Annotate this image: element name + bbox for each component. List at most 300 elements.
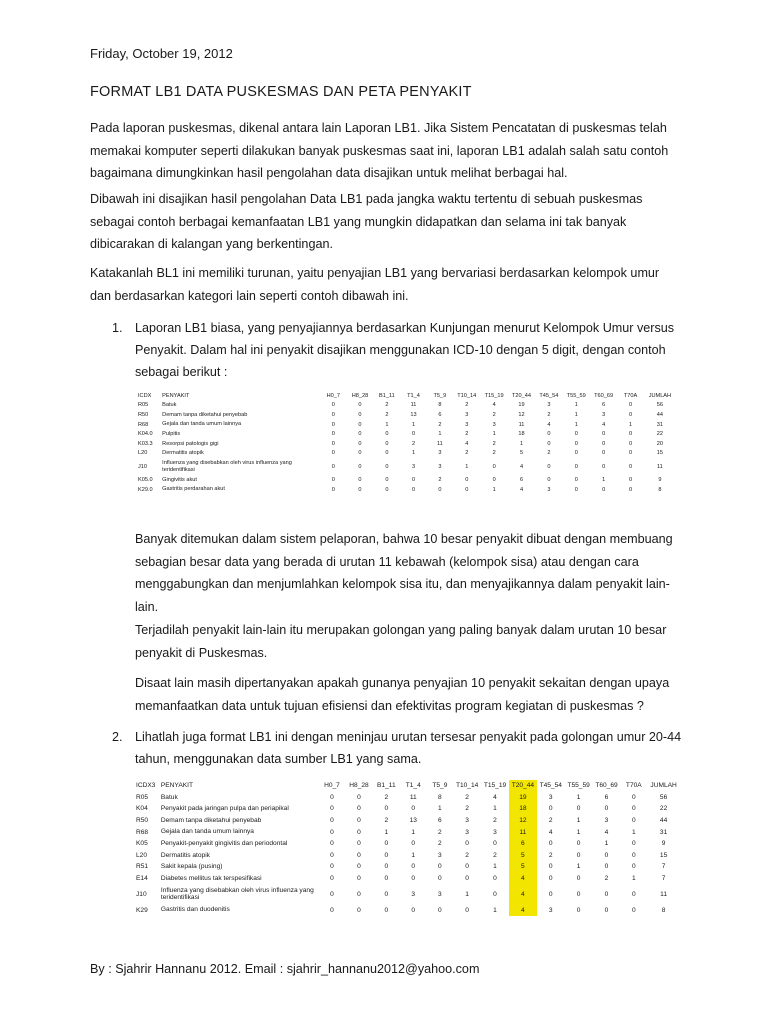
count-cell: 0 [574,431,578,438]
disease-cell: Penyakit pada jaringan pulpa dan periapikal [160,805,289,813]
count-cell: 1 [411,851,416,859]
table-row [138,458,676,475]
count-cell: 0 [465,906,469,914]
count-cell: 0 [411,486,416,493]
count-cell: 1 [492,486,496,493]
count-cell: 0 [574,463,578,470]
count-cell: 6 [602,402,606,409]
column-header: T45_54 [539,392,559,399]
count-cell: 0 [629,476,633,483]
count-cell: 0 [385,476,389,483]
count-cell: 6 [519,476,524,483]
code-cell: J10 [138,463,148,470]
count-cell: 0 [465,863,469,871]
column-header: T20_44 [512,392,531,399]
table-row [136,884,680,904]
disease-cell: Dermatitis atopik [162,450,204,457]
count-cell: 22 [659,805,668,813]
code-cell: K03.3 [138,440,153,447]
count-cell: 18 [518,431,525,438]
count-cell: 6 [509,838,537,850]
count-cell: 44 [659,817,668,825]
code-cell: K05.0 [138,476,153,483]
count-cell: 19 [518,402,525,409]
count-cell: 0 [384,863,389,871]
count-cell: 2 [465,402,469,409]
code-cell: K29 [136,906,148,914]
column-header: PENYAKIT [160,782,193,789]
count-cell: 1 [411,421,416,428]
count-cell: 0 [602,440,606,447]
code-cell: R05 [136,793,149,801]
count-cell: 6 [604,793,609,801]
table-header-row [138,391,676,401]
list-number: 1. [112,321,123,335]
count-cell: 0 [358,440,362,447]
count-cell: 0 [548,840,553,848]
count-cell: 5 [519,450,524,457]
count-cell: 0 [574,440,578,447]
count-cell: 1 [602,476,606,483]
count-cell: 0 [465,486,469,493]
disease-cell: Demam tanpa diketahui penyebab [160,816,262,824]
count-cell: 2 [465,805,469,813]
count-cell: 8 [658,486,662,493]
count-cell: 0 [411,805,416,813]
count-cell: 0 [631,840,636,848]
count-cell: 11 [436,440,443,447]
count-cell: 7 [661,863,666,871]
count-cell: 0 [358,463,362,470]
count-cell: 15 [656,450,664,457]
count-cell: 0 [629,411,633,418]
count-cell: 0 [631,906,636,914]
paragraph-intro: Pada laporan puskesmas, dikenal antara lain Laporan LB1. Jika Sistem Pencatatan di puskesmas telah memakai komputer seperti dilakukan banyak puskesmas saat ini, laporan LB1 adalah salah satu contoh bagaimana dimungkinkan hasil pengolahan data disajikan untuk melihat berbagai hal. [90,121,669,180]
paragraph-question: Disaat lain masih dipertanyakan apakah gunanya penyajian 10 penyakit sekaitan dengan upaya memanfaatkan data untuk tujuan efisiensi dan efektivitas program kegiatan di puskesmas ? [135,676,670,713]
paragraph-purpose: Dibawah ini disajikan hasil pengolahan Data LB1 pada jangka waktu tertentu di sebuah puskesmas sebagai contoh berbagai kemanfaatan LB1 yang mungkin didapatkan dan selama ini tak banyak dibicarakan di kalangan yang berkentingan. [90,192,643,251]
column-header: B1_11 [377,782,396,790]
count-cell: 0 [602,486,606,493]
count-cell: 11 [518,421,525,428]
lb1-table-age-groups [138,391,676,494]
count-cell: 0 [384,906,389,914]
count-cell: 0 [357,851,361,859]
disease-cell: Gastritis perdarahan akut [162,486,225,493]
count-cell: 0 [493,875,497,883]
code-cell: R68 [136,828,149,836]
count-cell: 56 [656,402,664,409]
count-cell: 8 [661,906,666,914]
count-cell: 0 [330,840,334,848]
count-cell: 6 [438,817,442,825]
count-cell: 1 [493,906,497,914]
column-header: T5_9 [433,392,447,399]
count-cell: 11 [509,826,537,838]
count-cell: 4 [465,440,469,447]
count-cell: 0 [331,440,335,447]
count-cell: 11 [660,890,668,898]
count-cell: 1 [576,828,581,836]
list-number: 2. [112,730,123,744]
column-header: T5_9 [432,782,448,790]
code-cell: K04.0 [138,431,153,438]
count-cell: 1 [411,450,416,457]
count-cell: 1 [631,875,636,883]
count-cell: 5 [509,850,537,862]
table-row [136,873,680,885]
count-cell: 0 [411,840,416,848]
count-cell: 0 [385,431,389,438]
count-cell: 0 [385,440,389,447]
disease-cell: Sakit kepala (pusing) [160,863,223,871]
count-cell: 3 [492,421,496,428]
count-cell: 2 [465,431,469,438]
count-cell: 2 [604,875,609,883]
count-cell: 0 [631,890,636,898]
count-cell: 2 [465,851,469,859]
count-cell: 2 [492,411,496,418]
count-cell: 0 [385,450,389,457]
count-cell: 0 [330,906,334,914]
count-cell: 4 [509,884,537,904]
table-row [136,792,680,804]
count-cell: 0 [385,463,389,470]
count-cell: 4 [604,828,609,836]
list-item-text: Lihatlah juga format LB1 ini dengan meninjau urutan tersesar penyakit pada golongan umur 20-44 tahun, menggunakan data sumber LB1 yang sama. [135,730,682,766]
count-cell: 12 [509,815,537,827]
count-cell: 2 [492,450,496,457]
count-cell: 0 [548,875,553,883]
disease-cell: Dermatitis atopik [160,851,210,859]
disease-cell: Influenza yang disebabkan oleh virus influenza yang teridentifikasi [160,886,314,902]
code-cell: L20 [136,851,148,859]
count-cell: 2 [493,817,497,825]
count-cell: 44 [656,411,664,418]
count-cell: 0 [384,805,389,813]
count-cell: 1 [574,411,578,418]
count-cell: 0 [576,851,581,859]
count-cell: 2 [384,793,389,801]
table-row [136,904,680,916]
count-cell: 4 [493,793,497,801]
count-cell: 11 [410,402,417,409]
count-cell: 0 [631,805,636,813]
count-cell: 0 [357,828,361,836]
count-cell: 0 [493,890,497,898]
count-cell: 0 [629,431,633,438]
table-header-row [136,780,680,792]
table-row [138,429,676,439]
count-cell: 4 [602,421,606,428]
count-cell: 19 [509,792,537,804]
table-row [138,410,676,420]
count-cell: 1 [492,431,496,438]
count-cell: 0 [330,875,334,883]
count-cell: 0 [385,486,389,493]
count-cell: 2 [385,411,389,418]
disease-cell: Pulpitis [162,430,181,437]
disease-cell: Diabetes mellitus tak terspesifikasi [160,874,262,882]
count-cell: 2 [465,793,469,801]
column-header: T60_69 [595,782,618,790]
count-cell: 0 [331,486,335,493]
code-cell: K04 [136,805,148,813]
count-cell: 2 [548,851,553,859]
count-cell: 4 [509,904,537,916]
count-cell: 0 [576,906,581,914]
column-header: T20_44 [509,780,537,792]
count-cell: 1 [519,440,524,447]
count-cell: 0 [604,906,609,914]
count-cell: 1 [574,421,578,428]
count-cell: 0 [384,890,389,898]
count-cell: 0 [604,890,609,898]
count-cell: 0 [631,793,636,801]
paragraph-derivatives: Katakanlah BL1 ini memiliki turunan, yaitu penyajian LB1 yang bervariasi berdasarkan kelompok umur dan berdasarkan kategori lain seperti contoh dibawah ini. [90,266,660,303]
disease-cell: Batuk [162,402,177,409]
count-cell: 0 [576,805,581,813]
count-cell: 0 [629,402,633,409]
count-cell: 0 [631,851,636,859]
count-cell: 0 [411,431,416,438]
count-cell: 0 [438,486,442,493]
count-cell: 0 [629,463,633,470]
count-cell: 3 [465,817,469,825]
count-cell: 0 [358,421,362,428]
count-cell: 0 [384,851,389,859]
column-header: B1_11 [379,392,395,399]
count-cell: 0 [358,450,362,457]
count-cell: 56 [659,793,668,801]
code-cell: E14 [136,875,148,883]
count-cell: 0 [358,402,362,409]
count-cell: 1 [631,828,636,836]
table-row [138,420,676,430]
count-cell: 13 [409,817,417,825]
count-cell: 0 [576,875,581,883]
count-cell: 4 [519,486,524,493]
count-cell: 3 [547,486,551,493]
count-cell: 1 [576,793,581,801]
table-row [136,838,680,850]
count-cell: 2 [438,421,442,428]
count-cell: 2 [438,828,442,836]
count-cell: 3 [438,463,442,470]
count-cell: 1 [465,463,469,470]
column-header: T10_14 [457,392,477,399]
count-cell: 0 [574,450,578,457]
count-cell: 0 [331,431,335,438]
count-cell: 0 [492,476,496,483]
count-cell: 0 [331,402,335,409]
code-cell: J10 [136,890,147,898]
count-cell: 0 [438,906,442,914]
count-cell: 3 [548,793,553,801]
count-cell: 1 [493,805,497,813]
code-cell: R68 [138,421,149,428]
count-cell: 0 [574,476,578,483]
table-row [136,861,680,873]
count-cell: 2 [438,840,442,848]
count-cell: 0 [330,890,334,898]
column-header: ICDX3 [136,782,156,790]
column-header: JUMLAH [648,392,672,399]
disease-cell: Demam tanpa diketahui penyebab [162,411,248,418]
count-cell: 0 [357,840,361,848]
count-cell: 0 [330,863,334,871]
count-cell: 2 [384,817,389,825]
disease-cell: Gejala dan tanda umum lainnya [160,828,254,836]
column-header: T55_59 [566,392,586,399]
count-cell: 1 [465,890,469,898]
disease-cell: Batuk [160,793,178,801]
count-cell: 11 [409,793,417,801]
count-cell: 0 [331,421,335,428]
column-header: T55_59 [567,782,590,790]
count-cell: 0 [438,875,442,883]
count-cell: 0 [358,476,362,483]
count-cell: 3 [465,421,469,428]
page-title: FORMAT LB1 DATA PUSKESMAS DAN PETA PENYAKIT [90,84,472,100]
count-cell: 0 [357,805,361,813]
count-cell: 3 [602,411,606,418]
count-cell: 3 [465,411,469,418]
count-cell: 11 [656,463,663,470]
count-cell: 2 [411,440,416,447]
column-header: T1_4 [405,782,421,790]
count-cell: 12 [518,411,525,418]
list-item-text: Laporan LB1 biasa, yang penyajiannya berdasarkan Kunjungan menurut Kelompok Umur versus Penyakit. Dalam hal ini penyakit disajikan menggunakan ICD-10 dengan 5 digit, dengan contoh sebagai berikut : [135,321,675,379]
code-cell: L20 [138,450,148,457]
count-cell: 0 [465,840,469,848]
count-cell: 0 [357,793,361,801]
count-cell: 31 [656,421,664,428]
count-cell: 0 [331,411,335,418]
column-header: ICDX [138,392,152,399]
count-cell: 2 [385,402,389,409]
count-cell: 0 [411,875,416,883]
count-cell: 0 [358,486,362,493]
count-cell: 3 [548,906,553,914]
code-cell: K05 [136,840,148,848]
count-cell: 0 [576,840,581,848]
count-cell: 2 [465,450,469,457]
count-cell: 15 [659,851,668,859]
disease-cell: Resorpsi patologis gigi [162,440,219,447]
table-row [138,439,676,449]
column-header: T60_69 [594,392,614,399]
column-header: T70A [623,392,638,399]
count-cell: 0 [574,486,578,493]
column-header: T15_19 [483,782,507,790]
code-cell: R50 [138,411,149,418]
count-cell: 1 [411,828,416,836]
count-cell: 3 [438,450,442,457]
column-header: H0_7 [326,392,340,399]
code-cell: R05 [138,402,149,409]
count-cell: 0 [357,817,361,825]
count-cell: 0 [547,440,551,447]
table-row [138,401,676,411]
lb1-table-sorted-20-44 [136,780,680,916]
table-row [138,449,676,459]
count-cell: 0 [330,851,334,859]
count-cell: 0 [357,890,361,898]
count-cell: 2 [547,450,551,457]
code-cell: R51 [136,863,149,871]
count-cell: 0 [330,817,334,825]
disease-cell: Penyakit-penyakit gingivitis dan periodontal [160,839,288,847]
column-header: H8_28 [349,782,369,790]
count-cell: 0 [604,851,609,859]
count-cell: 20 [656,440,664,447]
count-cell: 0 [492,463,496,470]
count-cell: 5 [509,861,537,873]
count-cell: 1 [438,431,442,438]
code-cell: R50 [136,817,149,825]
count-cell: 0 [411,863,416,871]
post-date: Friday, October 19, 2012 [90,46,233,61]
column-header: T1_4 [407,392,420,399]
count-cell: 0 [358,411,362,418]
count-cell: 0 [548,863,553,871]
table-row [138,475,676,485]
count-cell: 0 [547,431,551,438]
count-cell: 22 [656,431,664,438]
count-cell: 3 [604,817,609,825]
column-header: T10_14 [455,782,479,790]
column-header: T70A [625,782,642,790]
count-cell: 0 [465,875,469,883]
count-cell: 2 [547,411,551,418]
column-header: T15_19 [484,392,504,399]
count-cell: 0 [358,431,362,438]
footer-author: By : Sjahrir Hannanu 2012. Email : sjahrir_hannanu2012@yahoo.com [90,962,480,976]
count-cell: 0 [330,805,334,813]
count-cell: 3 [411,463,416,470]
count-cell: 3 [465,828,469,836]
count-cell: 3 [438,890,442,898]
count-cell: 7 [661,875,666,883]
count-cell: 4 [492,402,496,409]
count-cell: 1 [576,863,581,871]
count-cell: 0 [357,863,361,871]
count-cell: 0 [411,906,416,914]
count-cell: 0 [547,476,551,483]
count-cell: 4 [519,463,524,470]
count-cell: 0 [465,476,469,483]
count-cell: 0 [631,817,636,825]
count-cell: 0 [604,805,609,813]
count-cell: 0 [330,828,334,836]
count-cell: 3 [411,890,416,898]
count-cell: 0 [548,805,553,813]
count-cell: 1 [574,402,578,409]
count-cell: 0 [331,450,335,457]
count-cell: 0 [384,875,389,883]
disease-cell: Influenza yang disebabkan oleh virus influenza yang teridentifikasi [162,460,292,473]
count-cell: 0 [331,476,335,483]
count-cell: 0 [330,793,334,801]
count-cell: 3 [493,828,497,836]
count-cell: 0 [493,840,497,848]
table-row [138,485,676,495]
table-row [136,815,680,827]
count-cell: 0 [602,463,606,470]
disease-cell: Gejala dan tanda umum lainnya [162,421,242,428]
count-cell: 31 [659,828,668,836]
disease-cell: Gastritis dan duodenitis [160,906,230,914]
